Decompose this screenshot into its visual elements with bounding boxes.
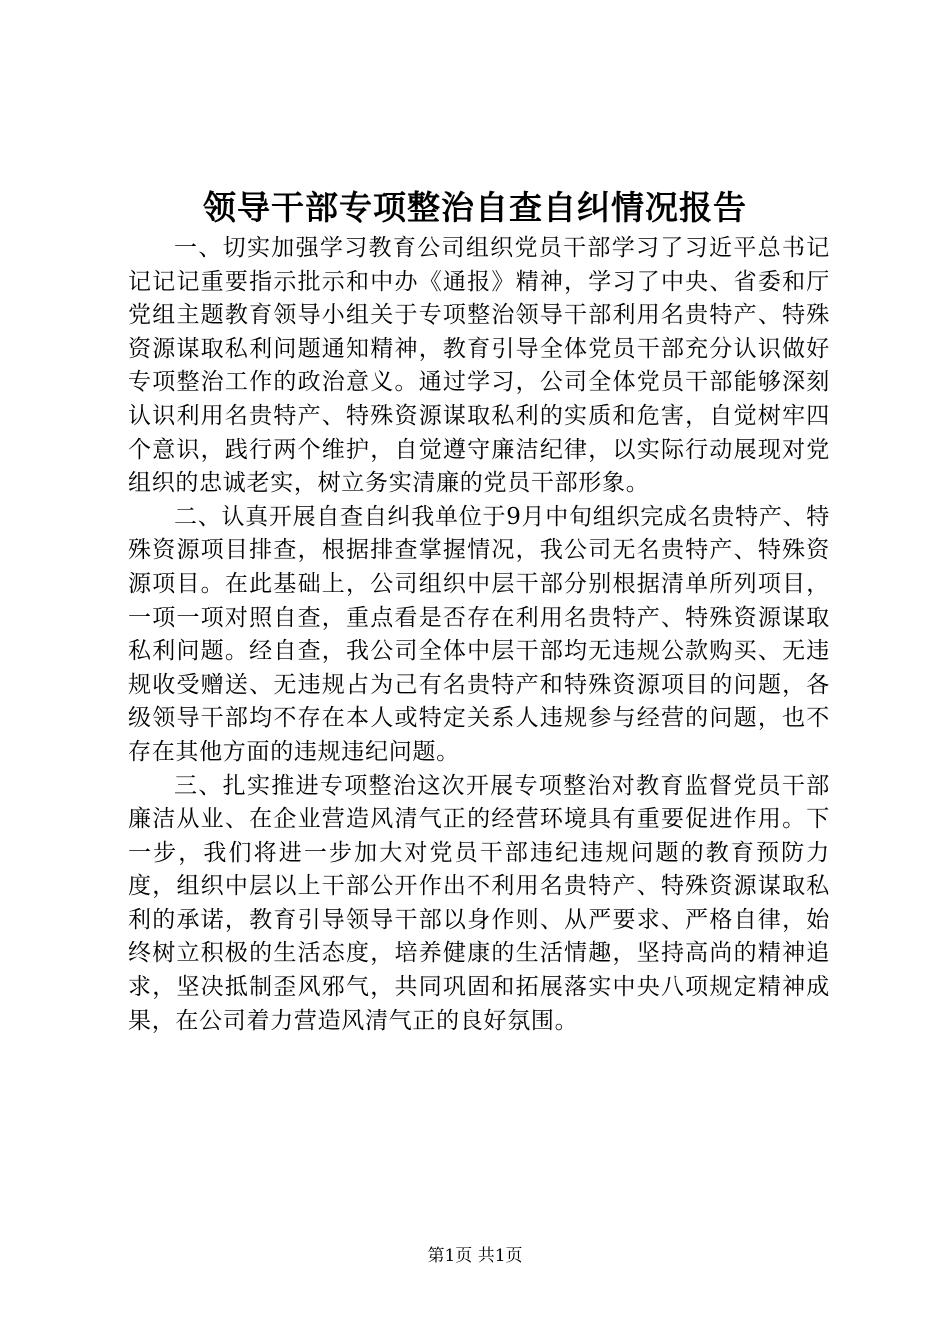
paragraph-study-education: 一、切实加强学习教育公司组织党员干部学习了习近平总书记记记记重要指示批示和中办《通报》精神，学习了中央、省委和厅党组主题教育领导小组关于专项整治领导干部利用名贵特产、特殊资源谋取私利问题通知精神，教育引导全体党员干部充分认识做好专项整治工作的政治意义。通过学习，公司全体党员干部能够深刻认识利用名贵特产、特殊资源谋取私利的实质和危害，自觉树牢四个意识，践行两个维护，自觉遵守廉洁纪律，以实际行动展现对党组织的忠诚老实，树立务实清廉的党员干部形象。 [128, 235, 830, 497]
page-title: 领导干部专项整治自查自纠情况报告 [203, 188, 747, 227]
page-footer: 第1页 共1页 [427, 1246, 523, 1266]
document-body [128, 232, 830, 1038]
paragraph-self-inspection: 二、认真开展自查自纠我单位于9月中旬组织完成名贵特产、特殊资源项目排查，根据排查掌握情况，我公司无名贵特产、特殊资源项目。在此基础上，公司组织中层干部分别根据清单所列项目，一项一项对照自查，重点看是否存在利用名贵特产、特殊资源谋取私利问题。经自查，我公司全体中层干部均无违规公款购买、无违规收受赠送、无违规占为己有名贵特产和特殊资源项目的问题，各级领导干部均不存在本人或特定关系人违规参与经营的问题，也不存在其他方面的违规违纪问题。 [128, 503, 830, 765]
paragraph-special-rectification: 三、扎实推进专项整治这次开展专项整治对教育监督党员干部廉洁从业、在企业营造风清气正的经营环境具有重要促进作用。下一步，我们将进一步加大对党员干部违纪违规问题的教育预防力度，组织中层以上干部公开作出不利用名贵特产、特殊资源谋取私利的承诺，教育引导领导干部以身作则、从严要求、严格自律，始终树立积极的生活态度，培养健康的生活情趣，坚持高尚的精神追求，坚决抵制歪风邪气，共同巩固和拓展落实中央八项规定精神成果，在公司着力营造风清气正的良好氛围。 [128, 772, 830, 1034]
